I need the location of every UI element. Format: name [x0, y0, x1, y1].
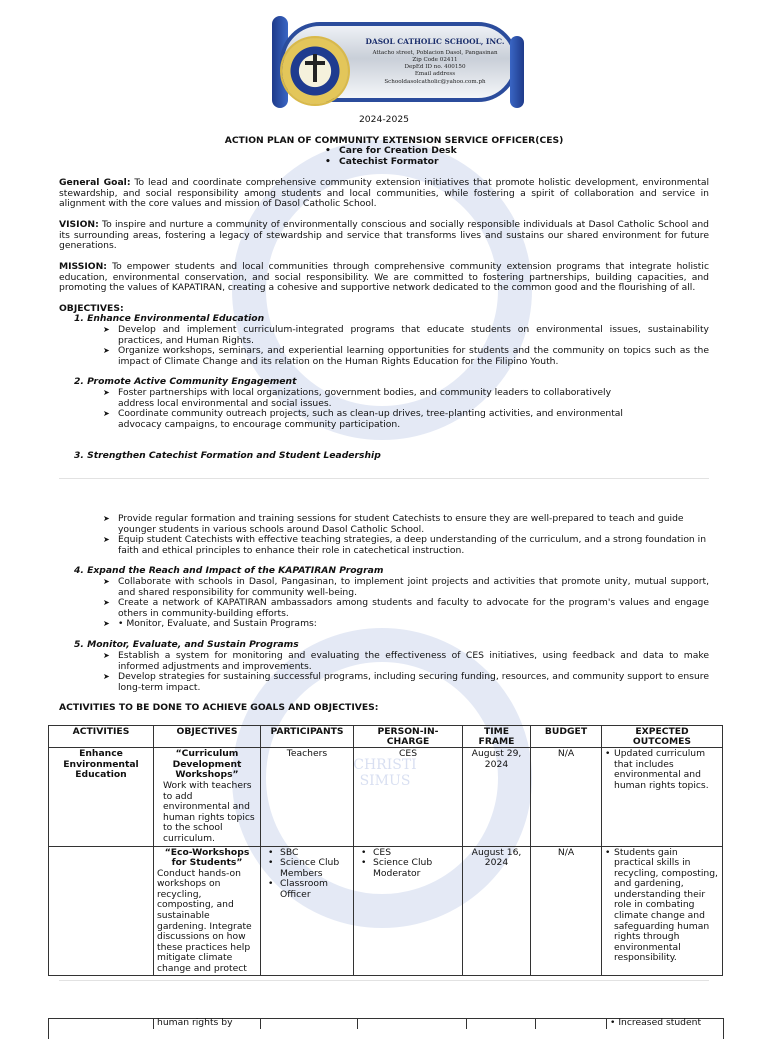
- activities-table: [48, 725, 723, 976]
- objective-title: 5. Monitor, Evaluate, and Sustain Programs: [74, 639, 299, 650]
- objective-items: [59, 577, 709, 630]
- person-in-charge: CES: [398, 748, 418, 760]
- objective-item: ➤ Provide regular formation and training sessions for student Catechists to ensure they are well-prepared to teach and guide younger students in various schools around Dasol Catholic School.: [103, 513, 684, 535]
- objective-items: [59, 514, 709, 556]
- objective-items: [59, 325, 709, 367]
- participant: • SBC: [264, 848, 350, 859]
- general-goal: [59, 178, 709, 210]
- objective-item: ➤ Create a network of KAPATIRAN ambassadors among students and faculty to advocate for the program's values and engage others in community-building efforts.: [103, 597, 709, 619]
- person-in-charge-cell: [354, 748, 463, 846]
- time-frame-cell: August 29, 2024: [463, 748, 531, 846]
- school-header-banner: [272, 16, 524, 108]
- column-header: EXPECTED OUTCOMES: [602, 726, 723, 748]
- objective-title: 1. Enhance Environmental Education: [74, 313, 265, 324]
- next-col-divider: [466, 1019, 467, 1029]
- time-frame-cell: August 16, 2024: [463, 846, 531, 976]
- subtitle-list: [325, 146, 525, 167]
- objective-cell: [154, 748, 261, 846]
- person-in-charge: • CES: [357, 848, 459, 859]
- activities-heading: ACTIVITIES TO BE DONE TO ACHIEVE GOALS AND OBJECTIVES:: [59, 702, 379, 713]
- school-zip: Zip Code 02411: [412, 57, 458, 64]
- watermark-motto: CHRISTI SIMUS: [353, 757, 417, 790]
- seal-cross-icon: [313, 54, 317, 82]
- objective-item: ➤ Develop strategies for sustaining successful programs, including securing funding, resources, and community support to ensure long-term impact.: [103, 671, 709, 693]
- objective-title: 2. Promote Active Community Engagement: [74, 376, 297, 387]
- objective-item: ➤ Coordinate community outreach projects, such as clean-up drives, tree-planting activities, and environmental advocacy campaigns, to encourage community participation.: [103, 408, 623, 430]
- objective-item: ➤ Foster partnerships with local organizations, government bodies, and community leaders to collaboratively address local environmental and social issues.: [103, 387, 612, 409]
- outcome-item: • Updated curriculum that includes environmental and human rights topics.: [605, 749, 719, 791]
- outcome-item: • Students gain practical skills in recycling, composting, and gardening, understanding their role in combating climate change and safeguarding human rights through environmental responsibility.: [605, 848, 719, 964]
- table-row: [49, 748, 723, 846]
- mission-label: MISSION:: [59, 261, 107, 272]
- vision-label: VISION:: [59, 219, 99, 230]
- general-goal-text: To lead and coordinate comprehensive community extension initiatives that promote holistic development, environmental stewardship, and social responsibility among students and local communities, while fostering a spirit of collaboration and service in alignment with the core values and mission of Dasol Catholic School.: [59, 177, 710, 210]
- email-label: Email address: [414, 71, 456, 78]
- school-year: 2024-2025: [358, 114, 410, 125]
- school-address: Attacho street, Poblacion Dasol, Pangasinan: [372, 50, 498, 56]
- objective-item: ➤ Collaborate with schools in Dasol, Pangasinan, to implement joint projects and activities that promote unity, mutual support, and shared responsibility for community well-being.: [103, 576, 709, 598]
- subtitle-item: • Catechist Formator: [325, 155, 439, 167]
- objective-item: ➤ Equip student Catechists with effective teaching strategies, a deep understanding of the curriculum, and a strong foundation in faith and ethical principles to enhance their role in catechetical instruction.: [103, 534, 707, 556]
- person-in-charge: • Science Club Moderator: [357, 858, 459, 879]
- general-goal-label: General Goal:: [59, 177, 131, 188]
- next-outcome-fragment: • Increased student: [610, 1017, 702, 1028]
- budget-cell: N/A: [531, 846, 602, 976]
- participants-cell: [261, 846, 354, 976]
- objective-title: “Eco-Workshops for Students”: [164, 846, 250, 869]
- next-col-divider: [153, 1019, 154, 1029]
- objective-items: [59, 651, 709, 693]
- objectives-heading: OBJECTIVES:: [59, 303, 124, 314]
- school-contact-info: [360, 50, 510, 86]
- objective-cell: [154, 846, 261, 976]
- objective-item: ➤ Organize workshops, seminars, and experiential learning opportunities for students and the community on topics such as the impact of Climate Change and its relation on the Human Rights Education for the Filipino Youth.: [103, 345, 709, 367]
- subtitle-item: • Care for Creation Desk: [325, 145, 457, 156]
- next-col-divider: [535, 1019, 536, 1029]
- objective-title: “Curriculum Development Workshops”: [172, 748, 242, 781]
- next-col-divider: [606, 1019, 607, 1029]
- banner-right-curl: [510, 36, 524, 108]
- page-break-line: [59, 980, 709, 981]
- vision: [59, 220, 709, 252]
- document-title: ACTION PLAN OF COMMUNITY EXTENSION SERVICE OFFICER(CES): [224, 135, 564, 146]
- participants-cell: [261, 748, 354, 846]
- vision-text: To inspire and nurture a community of environmentally conscious and socially responsible individuals at Dasol Catholic School and its surrounding areas, fostering a legacy of stewardship and service that transforms lives and sustains our shared environment for future generations.: [59, 219, 709, 252]
- person-in-charge-cell: [354, 846, 463, 976]
- page-break-line: [59, 478, 709, 479]
- outcome-cell: [602, 748, 723, 846]
- next-col-divider: [260, 1019, 261, 1029]
- objective-text: Conduct hands-on workshops on recycling, composting, and sustainable gardening. Integrate discussions on how these practices help mitigate climate change and protect: [157, 867, 252, 974]
- school-email: Schooldasolcatholic@yahoo.com.ph: [384, 78, 486, 85]
- participant: • Science Club Members: [264, 858, 350, 879]
- objective-title: 3. Strengthen Catechist Formation and Student Leadership: [74, 450, 381, 461]
- mission: [59, 262, 709, 294]
- column-header: PARTICIPANTS: [261, 726, 354, 748]
- school-name: DASOL CATHOLIC SCHOOL, INC.: [365, 37, 505, 46]
- next-objective-fragment: human rights by: [157, 1017, 233, 1028]
- objective-item: ➤ Develop and implement curriculum-integrated programs that educate students on environmental issues, sustainability practices, and Human Rights.: [103, 324, 709, 346]
- participant: Teachers: [286, 748, 328, 760]
- objective-text: Work with teachers to add environmental and human rights topics to the school curriculum.: [163, 780, 255, 844]
- participant: • Classroom Officer: [264, 879, 350, 900]
- next-page-table-fragment: [48, 1018, 724, 1039]
- objective-title: 4. Expand the Reach and Impact of the KAPATIRAN Program: [74, 565, 384, 576]
- activity-cell: Enhance Environmental Education: [49, 748, 154, 846]
- table-row: [49, 846, 723, 976]
- outcome-cell: [602, 846, 723, 976]
- activity-cell: [49, 846, 154, 976]
- objective-items: [59, 388, 709, 430]
- seal-cross-bar: [305, 61, 325, 65]
- next-col-divider: [357, 1019, 358, 1029]
- column-header: OBJECTIVES: [154, 726, 261, 748]
- column-header: TIME FRAME: [463, 726, 531, 748]
- column-header: BUDGET: [531, 726, 602, 748]
- mission-text: To empower students and local communities through comprehensive community extension programs that integrate holistic education, environmental conservation, and social responsibility. We are committed to fostering partnerships, building capacities, and promoting the values of KAPATIRAN, creating a cohesive and supportive network dedicated to the common good and the flourishing of all.: [59, 261, 709, 294]
- objective-item: ➤ Establish a system for monitoring and evaluating the effectiveness of CES initiatives, using feedback and data to make informed adjustments and improvements.: [103, 650, 709, 672]
- column-header: ACTIVITIES: [49, 726, 154, 748]
- budget-cell: N/A: [531, 748, 602, 846]
- objective-item: ➤ • Monitor, Evaluate, and Sustain Programs:: [103, 618, 317, 630]
- table-header-row: [49, 726, 723, 748]
- school-deped-id: DepEd ID no. 400150: [404, 64, 466, 71]
- column-header: PERSON-IN-CHARGE: [354, 726, 463, 748]
